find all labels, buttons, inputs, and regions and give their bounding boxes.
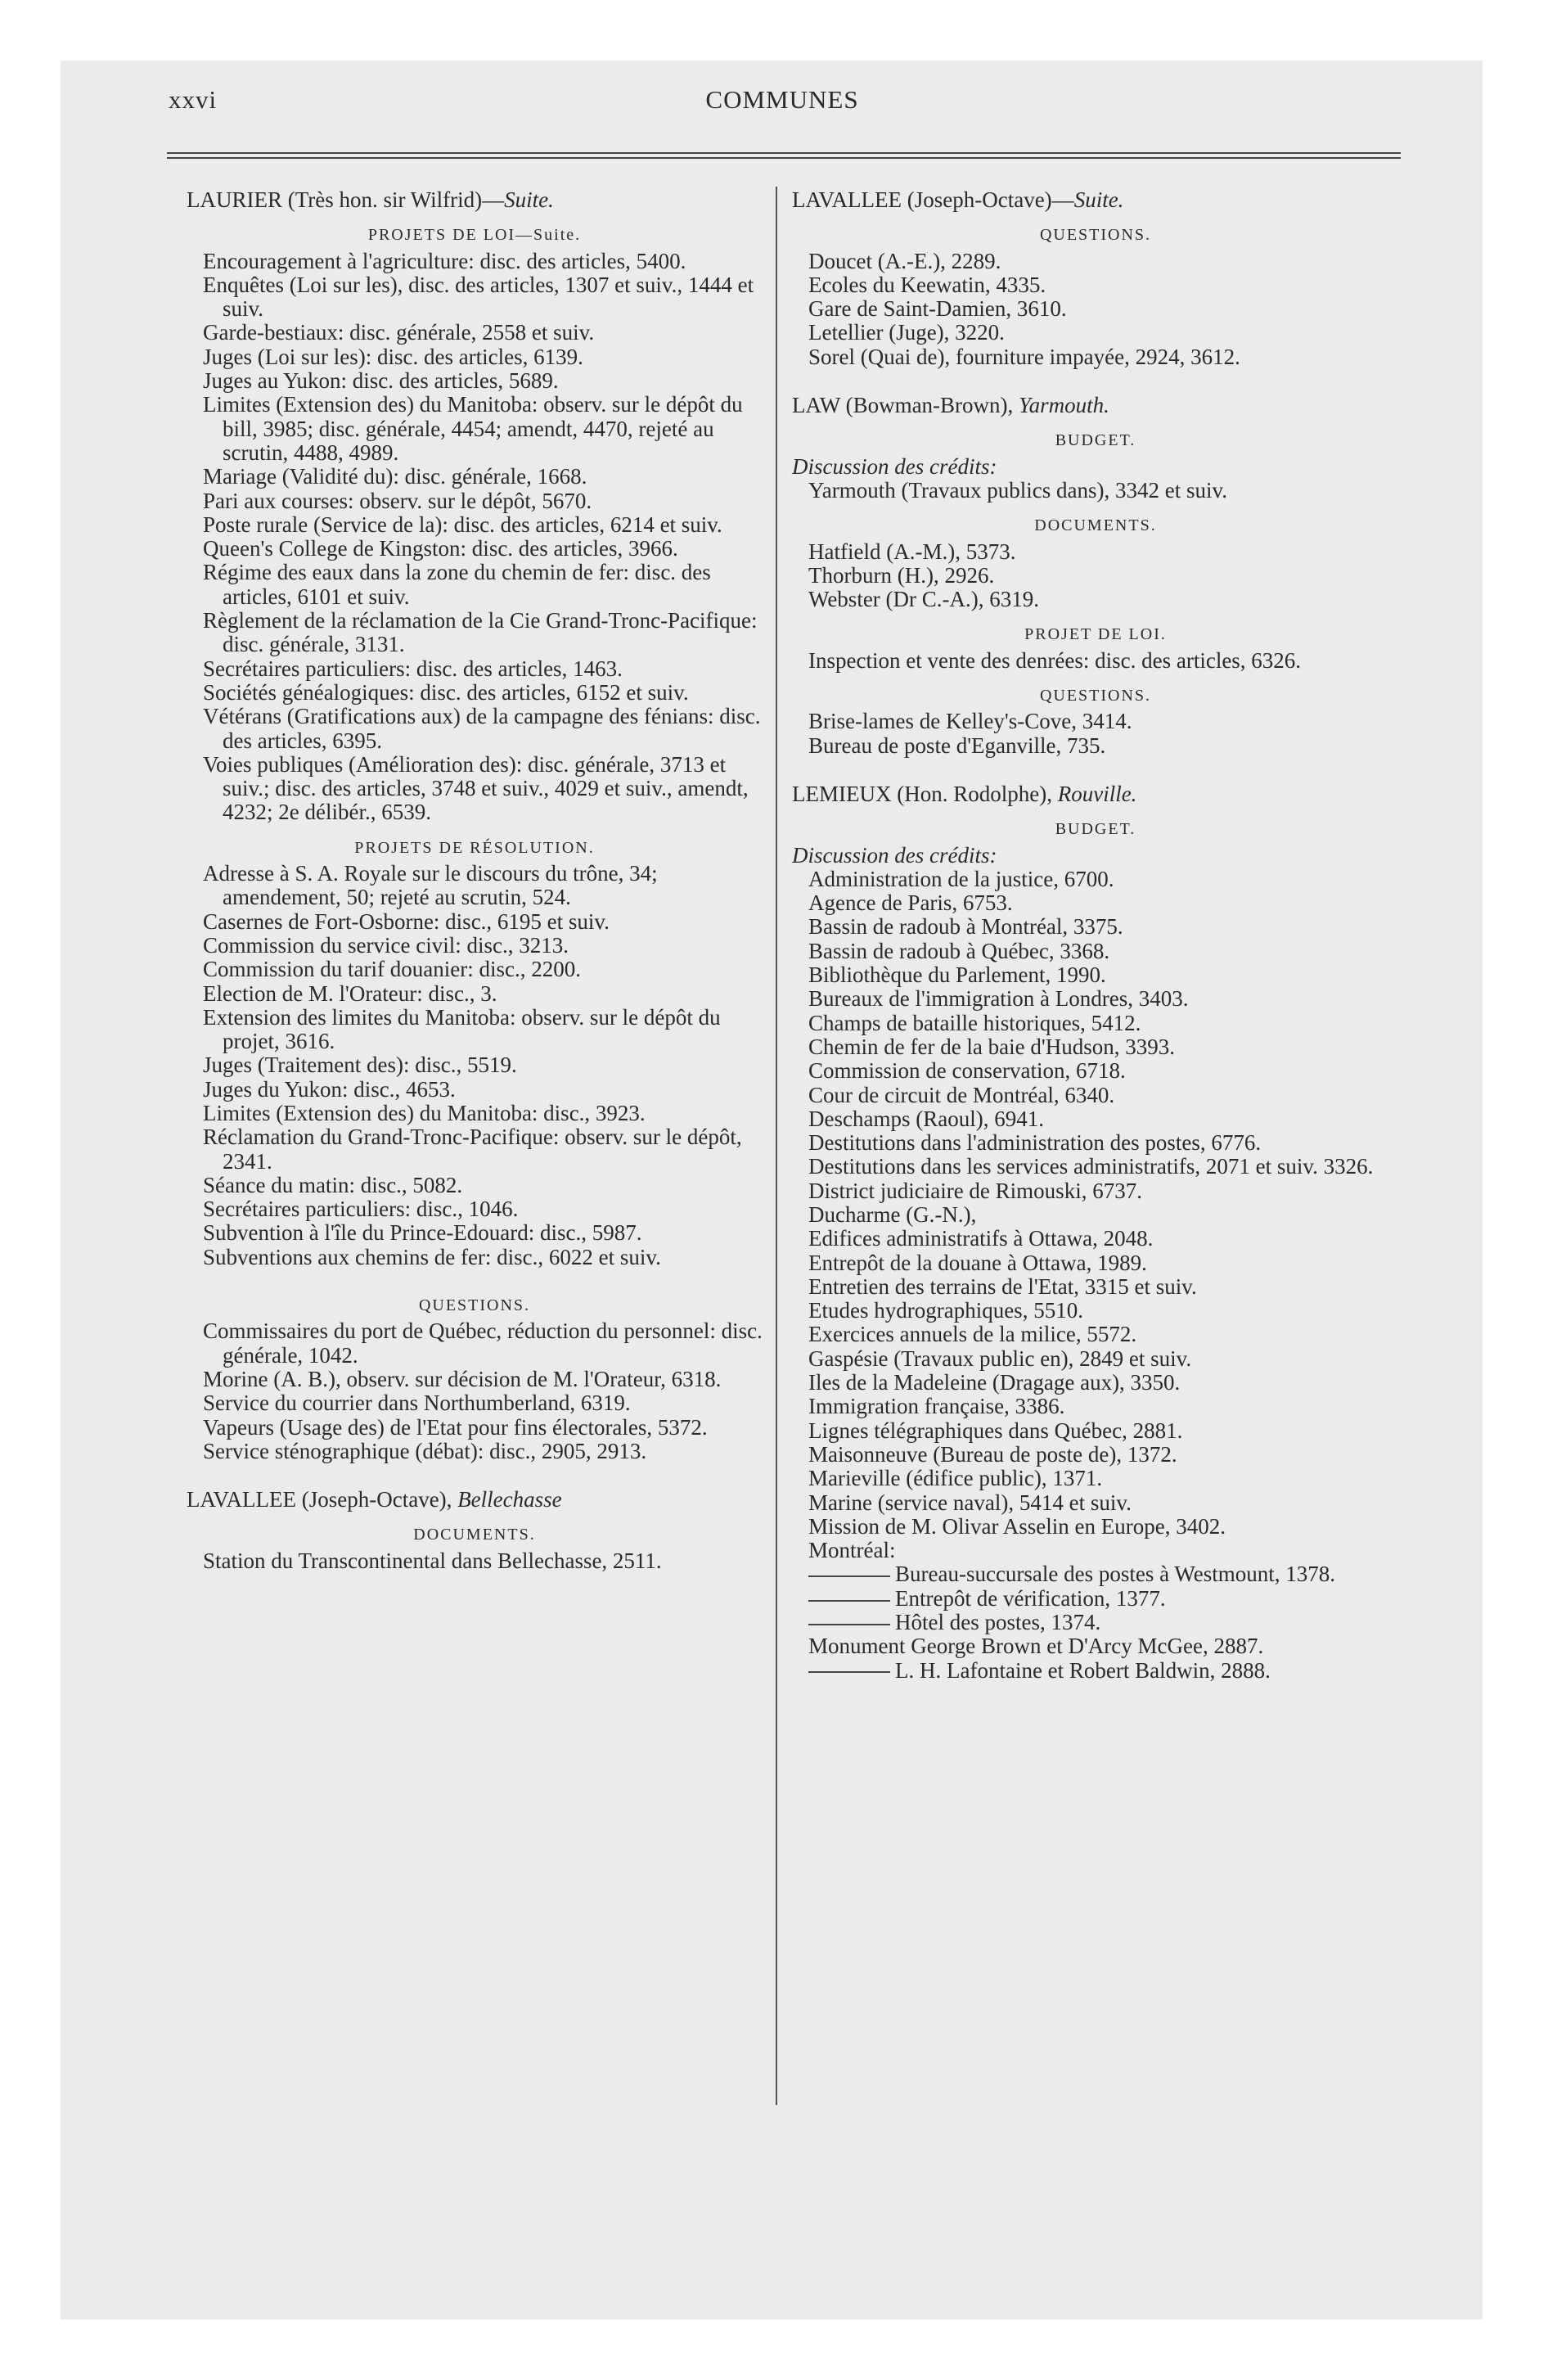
index-entry: Mariage (Validité du): disc. générale, 1668. [203, 464, 587, 489]
index-entry: Destitutions dans l'administration des postes, 6776. [808, 1130, 1262, 1156]
header-rule [167, 152, 1401, 154]
index-entry: Règlement de la réclamation de la Cie Grand-Tronc-Pacifique: disc. générale, 3131. [203, 608, 758, 657]
index-entry: Poste rurale (Service de la): disc. des articles, 6214 et suiv. [203, 512, 722, 537]
index-entry: Extension des limites du Manitoba: observ. sur le dépôt du projet, 3616. [203, 1004, 721, 1054]
entry-list [792, 540, 1399, 612]
index-entry: Subventions aux chemins de fer: disc., 6022 et suiv. [203, 1244, 661, 1269]
entry-list [187, 250, 763, 825]
index-entry: Morine (A. B.), observ. sur décision de M. l'Orateur, 6318. [203, 1366, 722, 1391]
index-entry: Sociétés généalogiques: disc. des articles, 6152 et suiv. [203, 679, 689, 705]
index-entry: Commission du service civil: disc., 3213. [203, 932, 569, 958]
index-entry: Montréal: [808, 1538, 896, 1563]
index-entry: Hatfield (A.-M.), 5373. [808, 539, 1016, 564]
index-entry: Juges (Traitement des): disc., 5519. [203, 1053, 517, 1078]
index-entry: Webster (Dr C.-A.), 6319. [808, 587, 1040, 612]
index-entry: Maisonneuve (Bureau de poste de), 1372. [808, 1441, 1177, 1467]
index-entry: Lignes télégraphiques dans Québec, 2881. [808, 1418, 1183, 1443]
entry-heading: LAVALLEE (Joseph-Octave)—Suite. [792, 187, 1124, 212]
index-entry: Inspection et vente des denrées: disc. des articles, 6326. [808, 647, 1302, 673]
index-entry: Hôtel des postes, 1374. [792, 1611, 1399, 1634]
index-entry: Cour de circuit de Montréal, 6340. [808, 1082, 1115, 1107]
index-entry: Enquêtes (Loi sur les), disc. des articles, 1307 et suiv., 1444 et suiv. [203, 272, 754, 322]
index-entry: Entrepôt de vérification, 1377. [792, 1587, 1399, 1611]
index-entry: Etudes hydrographiques, 5510. [808, 1298, 1083, 1323]
right-column [792, 188, 1399, 1683]
index-entry: Service du courrier dans Northumberland, 6319. [203, 1391, 631, 1416]
index-entry: Letellier (Juge), 3220. [808, 320, 1005, 345]
index-entry: Vapeurs (Usage des) de l'Etat pour fins électorales, 5372. [203, 1414, 708, 1440]
index-entry: Edifices administratifs à Ottawa, 2048. [808, 1226, 1154, 1251]
left-column [187, 188, 763, 1573]
index-entry: Station du Transcontinental dans Bellechasse, 2511. [203, 1548, 662, 1573]
index-entry: Gaspésie (Travaux public en), 2849 et suiv. [808, 1346, 1192, 1371]
entry-list [792, 1562, 1399, 1634]
index-entry: Garde-bestiaux: disc. générale, 2558 et suiv. [203, 320, 595, 345]
section-heading: DOCUMENTS. [413, 1526, 536, 1544]
header-rule [167, 157, 1401, 159]
index-entry: Ducharme (G.-N.), [808, 1201, 977, 1227]
section-heading: BUDGET. [1055, 820, 1136, 839]
index-entry: Thorburn (H.), 2926. [808, 562, 995, 588]
index-entry: Ecoles du Keewatin, 4335. [808, 272, 1046, 297]
section-heading: PROJETS DE LOI—Suite. [367, 226, 582, 245]
page-number: xxvi [169, 85, 218, 114]
entry-list [792, 479, 1399, 503]
index-entry: L. H. Lafontaine et Robert Baldwin, 2888. [792, 1659, 1399, 1683]
entry-list [792, 710, 1399, 758]
index-entry: Juges du Yukon: disc., 4653. [203, 1076, 456, 1102]
entry-list [187, 862, 763, 1269]
entry-heading: LEMIEUX (Hon. Rodolphe), Rouville. [792, 781, 1137, 806]
index-entry: Destitutions dans les services administratifs, 2071 et suiv. 3326. [808, 1154, 1374, 1179]
section-heading: PROJET DE LOI. [1024, 625, 1167, 644]
index-entry: District judiciaire de Rimouski, 6737. [808, 1178, 1142, 1203]
column-divider [776, 187, 777, 2105]
index-entry: Agence de Paris, 6753. [808, 890, 1013, 916]
index-entry: Secrétaires particuliers: disc. des articles, 1463. [203, 656, 623, 681]
index-entry: Bureau-succursale des postes à Westmount, 1378. [792, 1562, 1399, 1586]
index-entry: Bureaux de l'immigration à Londres, 3403. [808, 986, 1189, 1012]
index-entry: Adresse à S. A. Royale sur le discours du trône, 34; amendement, 50; rejeté au scrutin, 524. [203, 861, 658, 910]
index-entry: Administration de la justice, 6700. [808, 866, 1114, 891]
subheading: Discussion des crédits: [792, 453, 997, 479]
ditto-dash [808, 1600, 890, 1602]
index-entry: Secrétaires particuliers: disc., 1046. [203, 1197, 519, 1222]
index-entry: Juges (Loi sur les): disc. des articles, 6139. [203, 344, 583, 369]
index-entry: Champs de bataille historiques, 5412. [808, 1010, 1141, 1035]
index-entry: Juges au Yukon: disc. des articles, 5689. [203, 368, 559, 394]
entry-list [792, 649, 1399, 673]
page-title: COMMUNES [705, 85, 859, 114]
index-entry: Entrepôt de la douane à Ottawa, 1989. [808, 1250, 1147, 1275]
entry-list [187, 1549, 763, 1573]
index-entry: Mission de M. Olivar Asselin en Europe, 3402. [808, 1513, 1226, 1539]
index-entry: Vétérans (Gratifications aux) de la campagne des fénians: disc. des articles, 6395. [203, 704, 761, 753]
index-entry: Réclamation du Grand-Tronc-Pacifique: observ. sur le dépôt, 2341. [203, 1125, 742, 1174]
index-entry: Entretien des terrains de l'Etat, 3315 et suiv. [808, 1273, 1197, 1299]
index-entry: Bassin de radoub à Montréal, 3375. [808, 914, 1123, 940]
ditto-dash [808, 1624, 890, 1625]
index-entry: Commission du tarif douanier: disc., 2200. [203, 957, 581, 982]
index-entry: Séance du matin: disc., 5082. [203, 1172, 463, 1197]
index-entry: Sorel (Quai de), fourniture impayée, 2924, 3612. [808, 344, 1240, 369]
subheading: Discussion des crédits: [792, 842, 997, 868]
index-entry: Queen's College de Kingston: disc. des articles, 3966. [203, 536, 678, 561]
index-entry: Commission de conservation, 6718. [808, 1058, 1126, 1084]
index-entry: Marieville (édifice public), 1371. [808, 1466, 1103, 1491]
entry-list [792, 1659, 1399, 1683]
page-header [169, 85, 1396, 118]
index-entry: Marine (service naval), 5414 et suiv. [808, 1490, 1132, 1515]
index-entry: Bureau de poste d'Eganville, 735. [808, 732, 1106, 758]
index-entry: Gare de Saint-Damien, 3610. [808, 296, 1067, 322]
index-entry: Election de M. l'Orateur: disc., 3. [203, 980, 497, 1006]
section-heading: QUESTIONS. [418, 1296, 531, 1315]
section-heading: QUESTIONS. [1039, 687, 1152, 705]
index-entry: Encouragement à l'agriculture: disc. des articles, 5400. [203, 248, 686, 273]
entry-list [792, 868, 1399, 1563]
index-entry: Iles de la Madeleine (Dragage aux), 3350. [808, 1370, 1181, 1395]
section-heading: DOCUMENTS. [1034, 516, 1157, 535]
section-heading: BUDGET. [1055, 431, 1136, 450]
index-entry: Immigration française, 3386. [808, 1394, 1065, 1419]
index-entry: Brise-lames de Kelley's-Cove, 3414. [808, 709, 1132, 734]
index-entry: Yarmouth (Travaux publics dans), 3342 et suiv. [808, 477, 1227, 503]
index-entry: Bassin de radoub à Québec, 3368. [808, 938, 1110, 963]
ditto-dash [808, 1575, 890, 1577]
entry-list [792, 250, 1399, 369]
section-heading: QUESTIONS. [1039, 226, 1152, 245]
entry-heading: LAURIER (Très hon. sir Wilfrid)—Suite. [187, 187, 554, 212]
entry-heading: LAW (Bowman-Brown), Yarmouth. [792, 393, 1109, 418]
index-entry: Deschamps (Raoul), 6941. [808, 1106, 1044, 1131]
index-entry: Casernes de Fort-Osborne: disc., 6195 et suiv. [203, 908, 610, 934]
index-entry: Pari aux courses: observ. sur le dépôt, 5670. [203, 488, 592, 513]
index-entry: Régime des eaux dans la zone du chemin de fer: disc. des articles, 6101 et suiv. [203, 560, 711, 609]
index-entry: Bibliothèque du Parlement, 1990. [808, 962, 1106, 988]
section-heading: PROJETS DE RÉSOLUTION. [354, 838, 595, 857]
index-entry: Commissaires du port de Québec, réduction du personnel: disc. générale, 1042. [203, 1318, 763, 1368]
entry-list [792, 1634, 1399, 1658]
index-entry: Monument George Brown et D'Arcy McGee, 2887. [808, 1634, 1264, 1659]
index-entry: Service sténographique (débat): disc., 2905, 2913. [203, 1438, 647, 1463]
index-entry: Doucet (A.-E.), 2289. [808, 248, 1001, 273]
entry-list [187, 1319, 763, 1463]
index-entry: Limites (Extension des) du Manitoba: observ. sur le dépôt du bill, 3985; disc. générale, 4454; amendt, 4470, rejeté au scrutin, 4488, 4989. [203, 392, 743, 465]
ditto-dash [808, 1671, 890, 1673]
index-entry: Limites (Extension des) du Manitoba: disc., 3923. [203, 1100, 646, 1125]
index-entry: Exercices annuels de la milice, 5572. [808, 1322, 1137, 1347]
entry-heading: LAVALLEE (Joseph-Octave), Bellechasse [187, 1487, 562, 1512]
index-entry: Chemin de fer de la baie d'Hudson, 3393. [808, 1034, 1176, 1059]
index-entry: Voies publiques (Amélioration des): disc. générale, 3713 et suiv.; disc. des articles, 3748 et suiv., 4029 et suiv., amendt, 4232; 2e délibér., 6539. [203, 751, 749, 825]
index-entry: Subvention à l'île du Prince-Edouard: disc., 5987. [203, 1220, 642, 1246]
